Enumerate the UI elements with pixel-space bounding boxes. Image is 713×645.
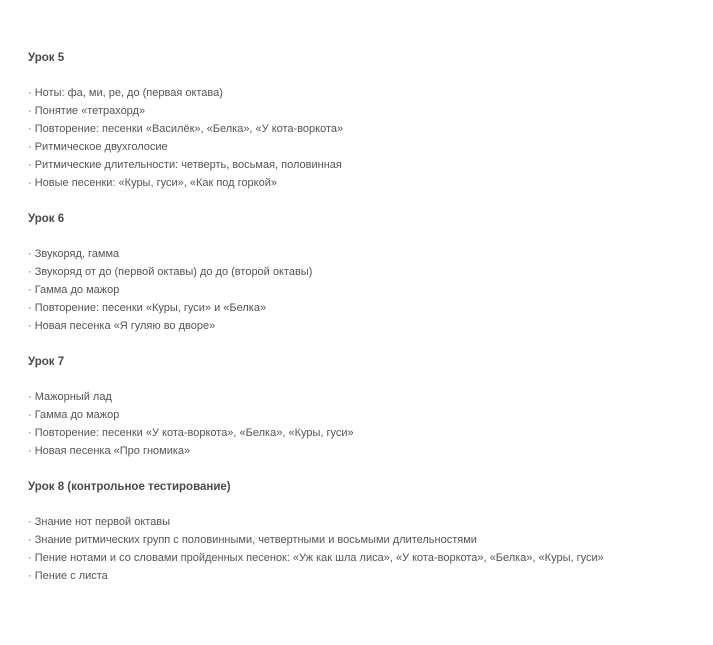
list-item: · Ритмическое двухголосие: [28, 141, 168, 153]
list-item: · Звукоряд от до (первой октавы) до до (второй октавы): [28, 266, 313, 278]
lesson-items: [28, 388, 698, 460]
list-item: · Ноты: фа, ми, ре, до (первая октава): [28, 87, 223, 99]
list-item: · Гамма до мажор: [28, 284, 120, 296]
lesson-plan: [28, 49, 698, 585]
list-item: · Мажорный лад: [28, 391, 112, 403]
lesson-5: [28, 49, 698, 192]
list-item: · Знание нот первой октавы: [28, 516, 171, 528]
lesson-6: [28, 210, 698, 335]
lesson-title: Урок 5: [28, 52, 65, 64]
list-item: · Гамма до мажор: [28, 409, 120, 421]
list-item: · Понятие «тетрахорд»: [28, 105, 146, 117]
list-item: · Новые песенки: «Куры, гуси», «Как под горкой»: [28, 177, 277, 189]
list-item: · Повторение: песенки «Куры, гуси» и «Белка»: [28, 302, 267, 314]
lesson-8: [28, 478, 698, 585]
lesson-7: [28, 353, 698, 460]
list-item: · Звукоряд, гамма: [28, 248, 120, 260]
list-item: · Ритмические длительности: четверть, восьмая, половинная: [28, 159, 342, 171]
lesson-items: [28, 245, 698, 335]
list-item: · Новая песенка «Про гномика»: [28, 445, 191, 457]
lesson-title: Урок 6: [28, 213, 65, 225]
lesson-items: [28, 84, 698, 192]
list-item: · Новая песенка «Я гуляю во дворе»: [28, 320, 216, 332]
list-item: · Пение нотами и со словами пройденных песенок: «Уж как шла лиса», «У кота-воркота», «Белка», «Куры, гуси»: [28, 552, 604, 564]
lesson-title: Урок 7: [28, 356, 65, 368]
lesson-title: Урок 8 (контрольное тестирование): [28, 481, 231, 493]
list-item: · Пение с листа: [28, 570, 108, 582]
lesson-items: [28, 513, 698, 585]
list-item: · Повторение: песенки «Василёк», «Белка», «У кота-воркота»: [28, 123, 344, 135]
list-item: · Знание ритмических групп с половинными, четвертными и восьмыми длительностями: [28, 534, 477, 546]
list-item: · Повторение: песенки «У кота-воркота», «Белка», «Куры, гуси»: [28, 427, 354, 439]
